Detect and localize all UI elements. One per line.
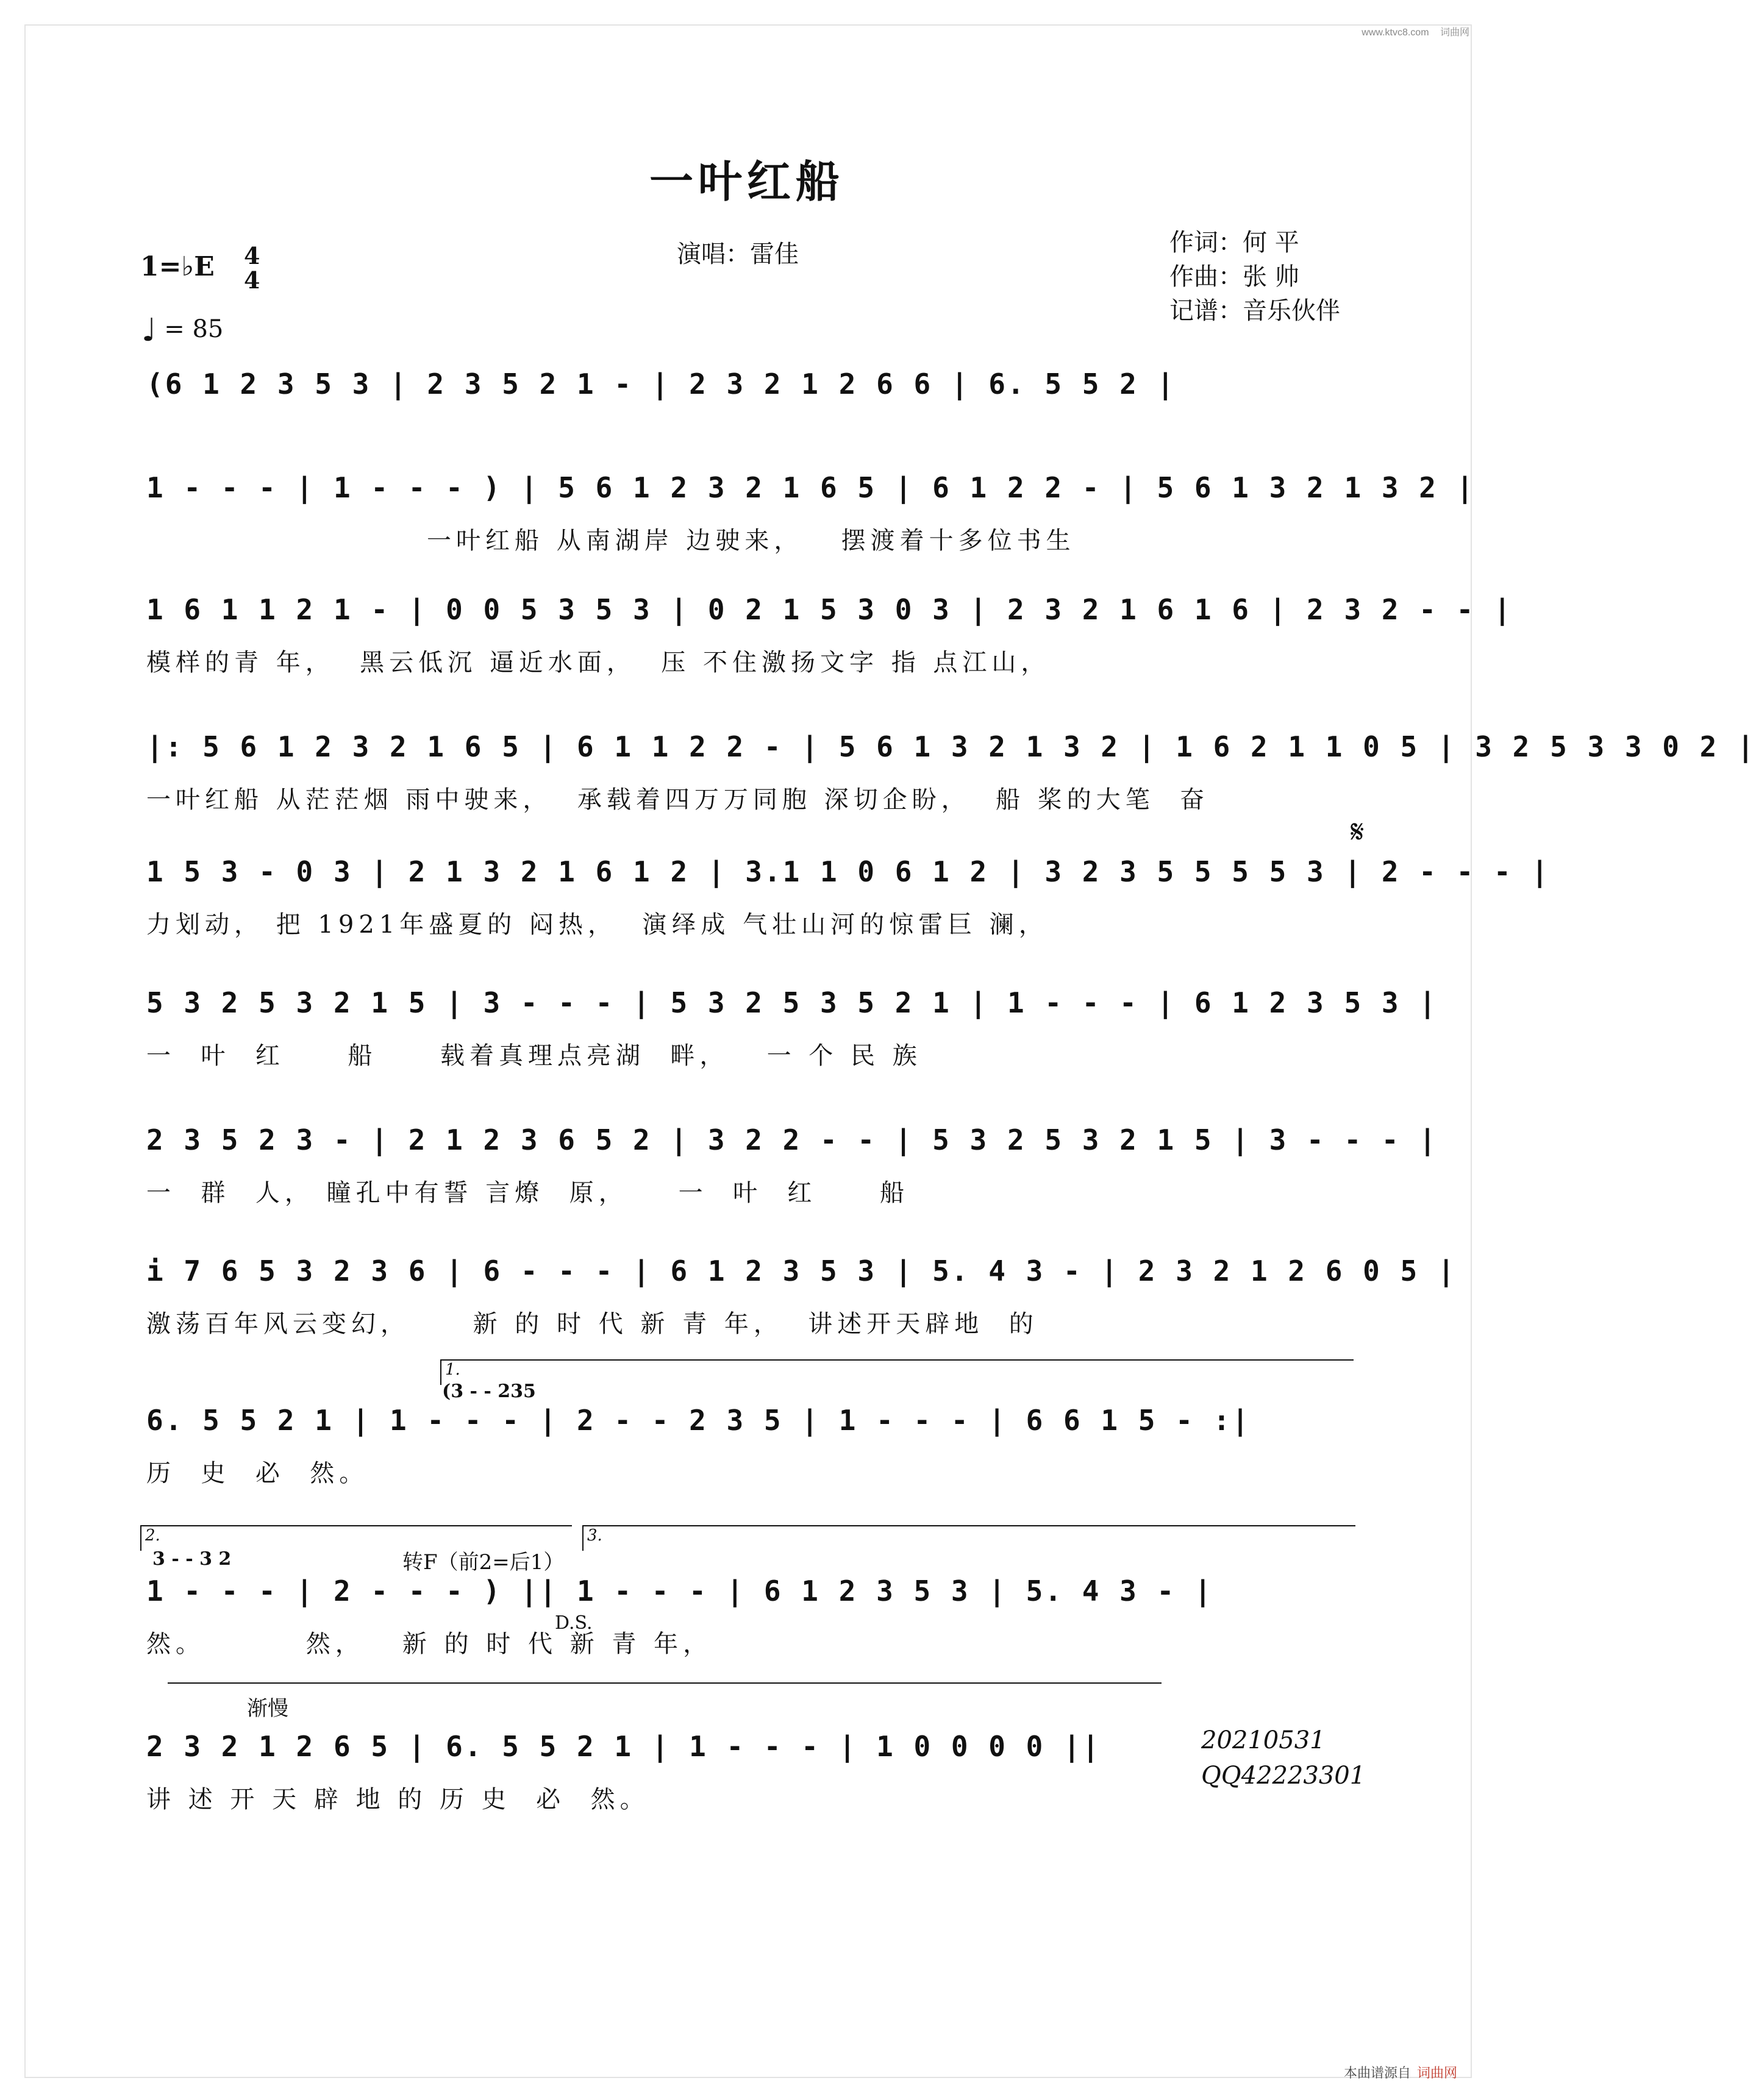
lyric-line: 历 史 必 然。 bbox=[146, 1459, 369, 1487]
composer: 作曲：张 帅 bbox=[1169, 263, 1299, 291]
notation-line: 1 6 1 1 2 1 - | 0 0 5 3 5 3 | 0 2 1 5 3 0 3 | 2 3 2 1 6 1 6 | 2 3 2 - - | bbox=[146, 593, 1513, 626]
ritard-line bbox=[168, 1682, 1162, 1684]
lyric-line: 激荡百年风云变幻， 新 的 时 代 新 青 年， 讲述开天辟地 的 bbox=[146, 1310, 1038, 1338]
credits bbox=[1169, 226, 1340, 328]
date-stamp: 20210531 bbox=[1201, 1726, 1326, 1754]
quarter-note-icon: ♩ bbox=[141, 312, 157, 349]
notation-line: 6. 5 5 2 1 | 1 - - - | 2 - - 2 3 5 | 1 - - - | 6 6 1 5 - :| bbox=[146, 1404, 1251, 1437]
notation-line: 2 3 2 1 2 6 5 | 6. 5 5 2 1 | 1 - - - | 1 0 0 0 0 || bbox=[146, 1730, 1101, 1763]
modulation-note: 转F（前2=后1） bbox=[402, 1550, 565, 1575]
song-title: 一叶红船 bbox=[649, 155, 844, 207]
segno-icon: 𝄋 bbox=[1351, 814, 1365, 850]
ds-marking: D.S. bbox=[555, 1612, 593, 1634]
lyric-line: 一叶红船 从南湖岸 边驶来， 摆渡着十多位书生 bbox=[427, 527, 1076, 555]
volta1-upper: (3 - - 235 bbox=[442, 1381, 536, 1402]
notation-line: (6 1 2 3 5 3 | 2 3 5 2 1 - | 2 3 2 1 2 6 6 | 6. 5 5 2 | bbox=[146, 368, 1176, 400]
volta-1: 1. bbox=[440, 1359, 1354, 1385]
notation-line: 5 3 2 5 3 2 1 5 | 3 - - - | 5 3 2 5 3 5 2 1 | 1 - - - | 6 1 2 3 5 3 | bbox=[146, 986, 1438, 1019]
lyric-line: 一叶红船 从茫茫烟 雨中驶来， 承载着四万万同胞 深切企盼， 船 桨的大笔 奋 bbox=[146, 786, 1210, 814]
singer: 演唱：雷佳 bbox=[677, 240, 799, 268]
site-brand: 词曲网 bbox=[1440, 27, 1469, 38]
notation-line: |: 5 6 1 2 3 2 1 6 5 | 6 1 1 2 2 - | 5 6 1 3 2 1 3 2 | 1 6 2 1 1 0 5 | 3 2 5 3 3 0 2 | bbox=[146, 730, 1756, 763]
footer bbox=[1344, 2063, 1457, 2082]
lyricist: 作词：何 平 bbox=[1169, 229, 1299, 257]
lyric-line: 然。 然， 新 的 时 代 新 青 年， bbox=[146, 1630, 713, 1658]
key-signature: 1=♭E bbox=[140, 251, 215, 282]
tempo-marking: ♩ = 85 bbox=[141, 312, 224, 349]
footer-brand[interactable]: 词曲网 bbox=[1416, 2065, 1457, 2080]
site-url[interactable]: www.ktvc8.com bbox=[1362, 27, 1429, 38]
qq-id: QQ42223301 bbox=[1201, 1762, 1366, 1790]
notation-line: 1 - - - | 2 - - - ) || 1 - - - | 6 1 2 3 5 3 | 5. 4 3 - | bbox=[146, 1575, 1213, 1607]
site-header bbox=[24, 24, 1477, 38]
volta-3: 3. bbox=[582, 1525, 1355, 1551]
lyric-line: 力划动， 把 1921年盛夏的 闷热， 演绎成 气壮山河的惊雷巨 澜， bbox=[146, 911, 1048, 939]
lyric-line: 模样的青 年， 黑云低沉 逼近水面， 压 不住激扬文字 指 点江山， bbox=[146, 649, 1051, 677]
time-signature: 4 4 bbox=[244, 242, 260, 294]
footer-source: 本曲谱源自 bbox=[1343, 2065, 1411, 2080]
volta2-upper: 3 - - 3 2 bbox=[152, 1548, 232, 1570]
notation-line: 1 5 3 - 0 3 | 2 1 3 2 1 6 1 2 | 3.1 1 0 6 1 2 | 3 2 3 5 5 5 5 3 | 2 - - - | bbox=[146, 855, 1551, 888]
notation-line: 1 - - - | 1 - - - ) | 5 6 1 2 3 2 1 6 5 | 6 1 2 2 - | 5 6 1 3 2 1 3 2 | bbox=[146, 471, 1476, 504]
lyric-line: 一 叶 红 船 载着真理点亮湖 畔， 一 个 民 族 bbox=[146, 1042, 922, 1070]
notation-line: 2 3 5 2 3 - | 2 1 2 3 6 5 2 | 3 2 2 - - | 5 3 2 5 3 2 1 5 | 3 - - - | bbox=[146, 1123, 1438, 1156]
lyric-line: 一 群 人， 瞳孔中有誓 言燎 原， 一 叶 红 船 bbox=[146, 1179, 910, 1207]
ritard-marking: 渐慢 bbox=[247, 1696, 288, 1721]
lyric-line: 讲 述 开 天 辟 地 的 历 史 必 然。 bbox=[146, 1785, 649, 1813]
transcriber: 记谱：音乐伙伴 bbox=[1169, 297, 1340, 325]
volta-2: 2. bbox=[140, 1525, 572, 1551]
notation-line: i 7 6 5 3 2 3 6 | 6 - - - | 6 1 2 3 5 3 | 5. 4 3 - | 2 3 2 1 2 6 0 5 | bbox=[146, 1255, 1457, 1287]
